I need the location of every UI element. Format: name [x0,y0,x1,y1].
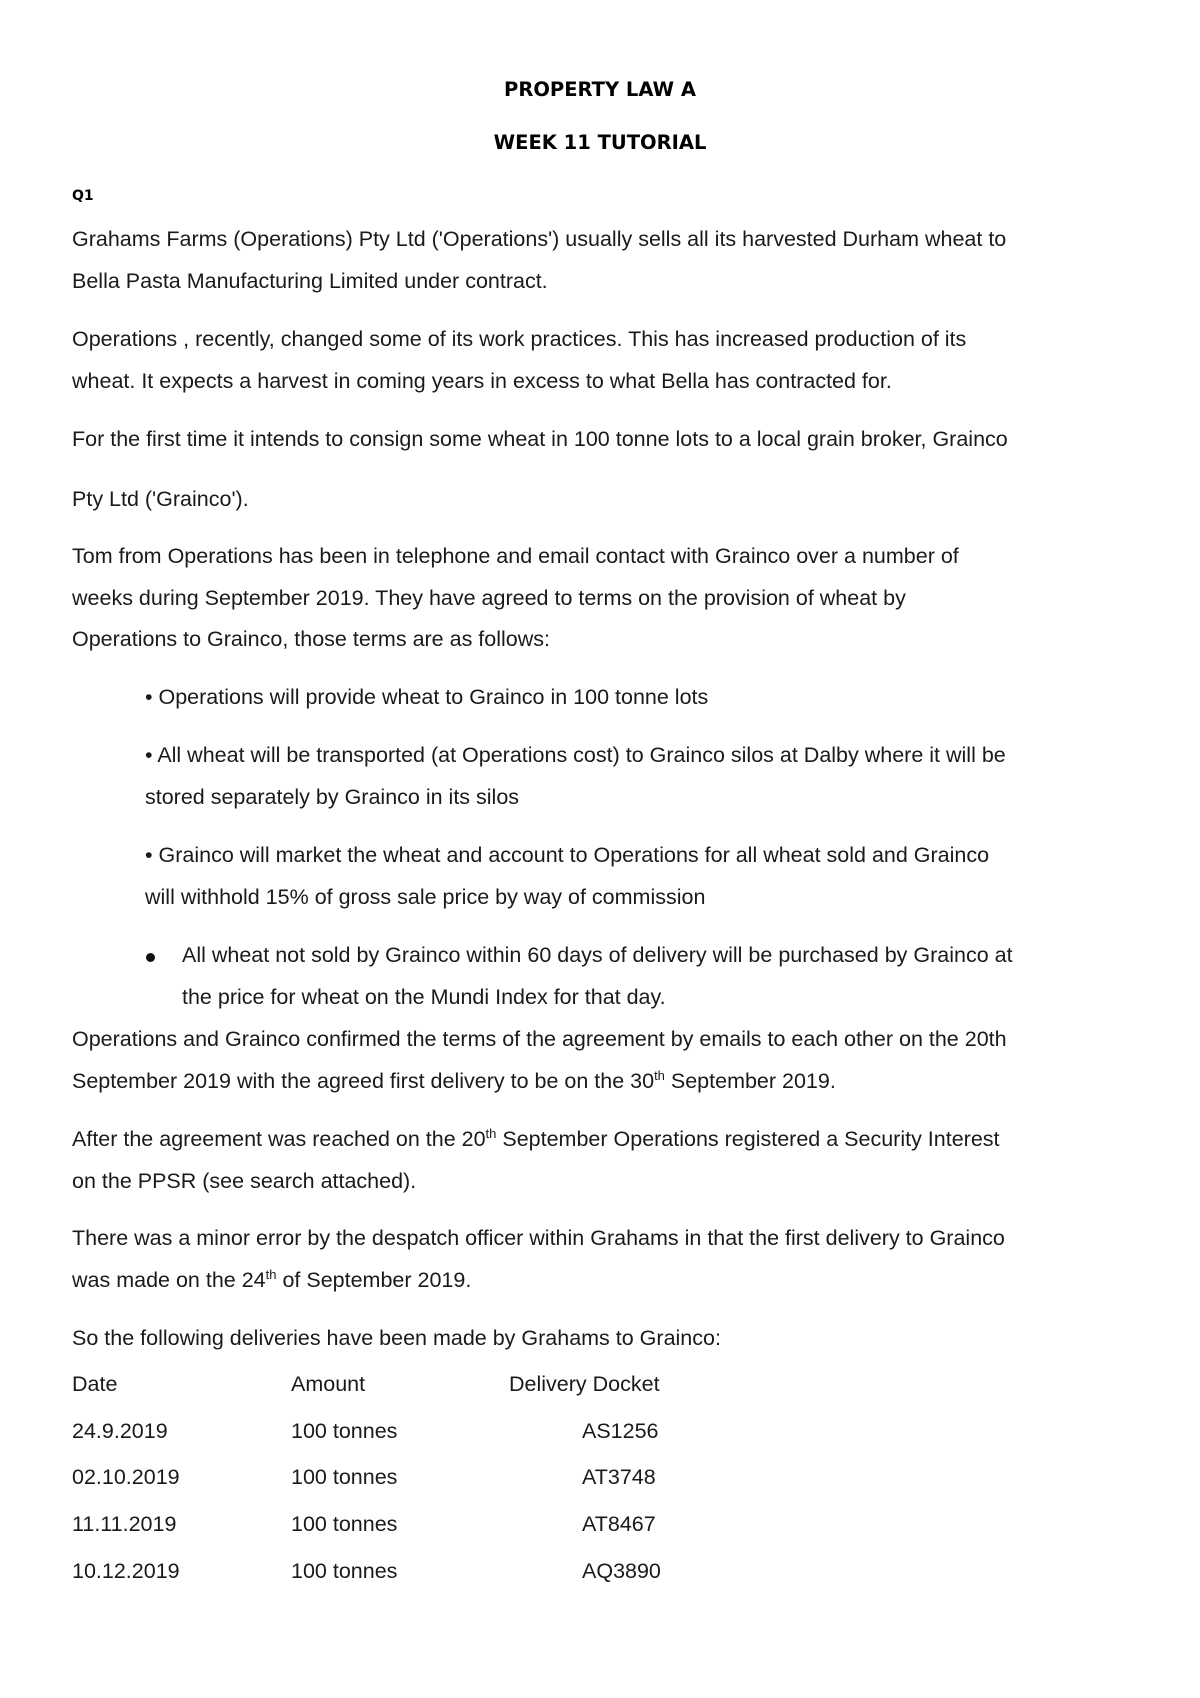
table-cell-date: 24.9.2019 [72,1419,168,1443]
list-item-text: will withhold 15% of gross sale price by way of commission [145,885,706,909]
text-line: Pty Ltd ('Grainco'). [72,487,249,511]
text-line [72,1268,471,1293]
text-line: Operations to Grainco, those terms are as follows: [72,627,550,651]
table-cell-date: 10.12.2019 [72,1559,180,1583]
text-line: Tom from Operations has been in telephone and email contact with Grainco over a number of [72,544,959,568]
column-header-amount: Amount [291,1372,366,1396]
table-cell-date: 02.10.2019 [72,1465,180,1489]
column-header-docket: Delivery Docket [509,1372,660,1396]
document-title: PROPERTY LAW A [504,78,696,101]
superscript: th [265,1266,277,1282]
list-item-text: • All wheat will be transported (at Operations cost) to Grainco silos at Dalby where it will be [145,743,1006,767]
text-line: weeks during September 2019. They have agreed to terms on the provision of wheat by [72,586,906,610]
text-segment: September 2019 with the agreed first delivery to be on the 30 [72,1069,655,1093]
text-line: Grahams Farms (Operations) Pty Ltd ('Operations') usually sells all its harvested Durham wheat to [72,227,1007,251]
text-segment: After the agreement was reached on the 20 [72,1127,486,1151]
document-subtitle: WEEK 11 TUTORIAL [493,131,707,154]
text-line [72,1127,1000,1152]
text-line [72,1069,836,1094]
table-cell-amount: 100 tonnes [291,1419,398,1443]
table-cell-docket: AS1256 [582,1419,659,1443]
text-line: on the PPSR (see search attached). [72,1169,417,1193]
table-cell-amount: 100 tonnes [291,1559,398,1583]
text-line: Bella Pasta Manufacturing Limited under contract. [72,269,548,293]
text-segment: September Operations registered a Security Interest [496,1127,1000,1151]
paragraph-deliveries-intro: So the following deliveries have been made by Grahams to Grainco: [72,1326,721,1350]
text-line: Operations and Grainco confirmed the terms of the agreement by emails to each other on the 20th [72,1027,1007,1051]
table-cell-date: 11.11.2019 [72,1512,177,1536]
text-segment: of September 2019. [276,1268,472,1292]
column-header-date: Date [72,1372,118,1396]
table-cell-docket: AT3748 [582,1465,656,1489]
superscript: th [654,1067,665,1083]
table-cell-docket: AT8467 [582,1512,656,1536]
question-label: Q1 [72,188,94,204]
text-line: Operations , recently, changed some of its work practices. This has increased production of its [72,327,967,351]
table-cell-amount: 100 tonnes [291,1465,398,1489]
text-line: For the first time it intends to consign some wheat in 100 tonne lots to a local grain broker, Grainco [72,427,1008,451]
table-cell-amount: 100 tonnes [291,1512,398,1536]
superscript: th [485,1125,497,1141]
bullet-icon [146,953,155,962]
list-item-text: stored separately by Grainco in its silos [145,785,520,809]
text-segment: September 2019. [664,1069,836,1093]
text-segment: was made on the 24 [72,1268,266,1292]
list-item-text: • Grainco will market the wheat and account to Operations for all wheat sold and Grainco [145,843,990,867]
table-cell-docket: AQ3890 [582,1559,661,1583]
list-item-text: All wheat not sold by Grainco within 60 days of delivery will be purchased by Grainco at [182,943,1013,967]
list-item-text: • Operations will provide wheat to Grainco in 100 tonne lots [145,685,709,709]
text-line: wheat. It expects a harvest in coming years in excess to what Bella has contracted for. [72,369,892,393]
list-item-text: the price for wheat on the Mundi Index for that day. [182,985,666,1009]
text-line: There was a minor error by the despatch officer within Grahams in that the first delivery to Grainco [72,1226,1005,1250]
